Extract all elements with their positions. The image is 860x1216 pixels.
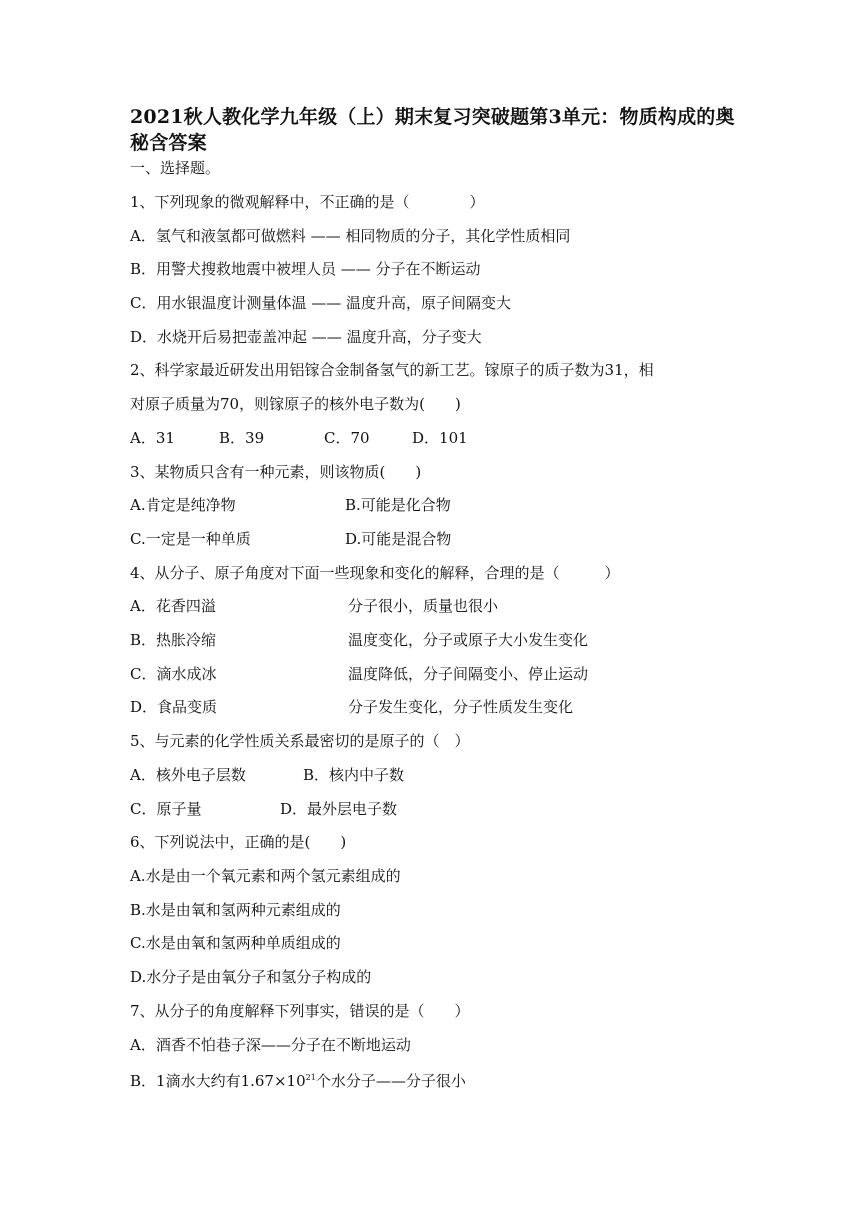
question-7-option-b: [130, 1068, 466, 1091]
question-2-option-a: A．31: [130, 429, 175, 447]
question-3-option-c: C.一定是一种单质: [130, 530, 251, 548]
question-3-option-a: A.肯定是纯净物: [130, 496, 236, 514]
question-3-option-b: B.可能是化合物: [345, 496, 451, 514]
question-5-option-a: A．核外电子层数: [130, 766, 246, 784]
question-6-option-c: C.水是由氧和氢两种单质组成的: [130, 934, 341, 952]
question-5-stem: 5、与元素的化学性质关系最密切的是原子的（ ）: [130, 732, 470, 750]
question-5-option-d: D．最外层电子数: [280, 800, 398, 818]
section-heading: 一、选择题。: [130, 159, 221, 177]
question-4-option-b: B．热胀冷缩: [130, 631, 217, 649]
question-4-option-c-explanation: 温度降低，分子间隔变小、停止运动: [348, 665, 589, 683]
question-4-stem: 4、从分子、原子角度对下面一些现象和变化的解释，合理的是（ ）: [130, 564, 620, 582]
question-1-option-b: B．用警犬搜救地震中被埋人员 —— 分子在不断运动: [130, 260, 481, 278]
question-3-stem: 3、某物质只含有一种元素，则该物质( ): [130, 463, 422, 481]
question-3-option-d: D.可能是混合物: [345, 530, 452, 548]
question-1-option-a: A．氢气和液氢都可做燃料 —— 相同物质的分子，其化学性质相同: [130, 227, 571, 245]
question-6-stem: 6、下列说法中，正确的是( ): [130, 833, 347, 851]
question-4-option-b-explanation: 温度变化，分子或原子大小发生变化: [348, 631, 589, 649]
question-7-option-b-suffix: 个水分子——分子很小: [315, 1072, 466, 1090]
question-1-option-d: D．水烧开后易把壶盖冲起 —— 温度升高，分子变大: [130, 328, 482, 346]
question-4-option-d-explanation: 分子发生变化，分子性质发生变化: [348, 698, 574, 716]
question-1-option-c: C．用水银温度计测量体温 —— 温度升高，原子间隔变大: [130, 294, 512, 312]
question-2-stem-line-2: 对原子质量为70，则镓原子的核外电子数为( ): [130, 395, 461, 413]
question-5-option-b: B．核内中子数: [303, 766, 405, 784]
question-1-stem: 1、下列现象的微观解释中，不正确的是（ ）: [130, 193, 485, 211]
question-7-option-b-exponent: 21: [305, 1073, 316, 1082]
document-title: 2021秋人教化学九年级（上）期末复习突破题第3单元：物质构成的奥秘含答案: [130, 106, 735, 154]
question-4-option-a: A．花香四溢: [130, 597, 216, 615]
question-2-stem-line-1: 2、科学家最近研发出用铝镓合金制备氢气的新工艺。镓原子的质子数为31，相: [130, 361, 654, 379]
question-7-option-a: A．酒香不怕巷子深——分子在不断地运动: [130, 1036, 411, 1054]
question-5-option-c: C．原子量: [130, 800, 202, 818]
question-4-option-c: C．滴水成冰: [130, 665, 217, 683]
question-2-option-c: C．70: [324, 429, 370, 447]
question-2-option-b: B．39: [219, 429, 265, 447]
question-7-option-b-prefix: B．1滴水大约有1.67×10: [130, 1072, 306, 1090]
question-6-option-b: B.水是由氧和氢两种元素组成的: [130, 901, 341, 919]
question-6-option-a: A.水是由一个氧元素和两个氢元素组成的: [130, 867, 401, 885]
question-7-stem: 7、从分子的角度解释下列事实，错误的是（ ）: [130, 1002, 470, 1020]
question-4-option-a-explanation: 分子很小，质量也很小: [348, 597, 499, 615]
question-6-option-d: D.水分子是由氧分子和氢分子构成的: [130, 968, 372, 986]
question-2-option-d: D．101: [412, 429, 468, 447]
question-4-option-d: D．食品变质: [130, 698, 218, 716]
